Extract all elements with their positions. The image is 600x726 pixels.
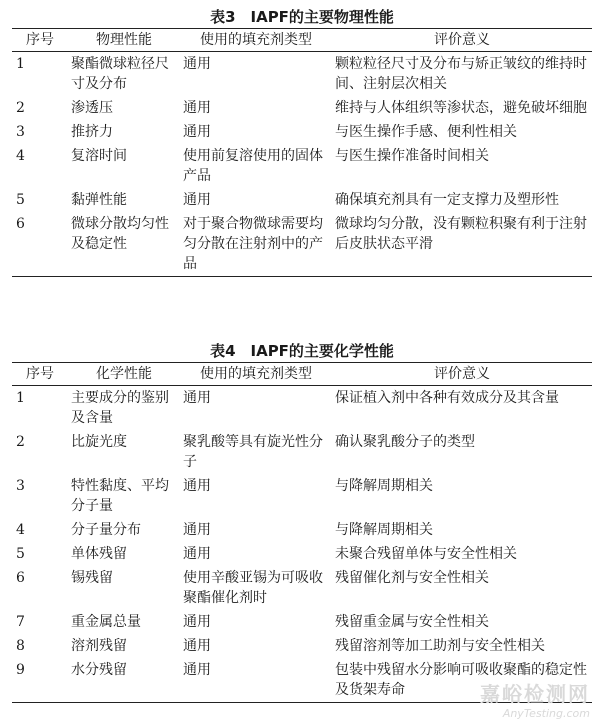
table-cell: 主要成分的鉴别及含量 xyxy=(71,390,169,426)
table-row xyxy=(12,542,592,566)
watermark-cn: 嘉峪检测网 xyxy=(480,682,590,706)
table-cell: 通用 xyxy=(183,522,211,538)
table-cell: 保证植入剂中各种有效成分及其含量 xyxy=(335,390,559,406)
table-row xyxy=(12,474,592,518)
table-row xyxy=(12,120,592,144)
table3-caption: 表3 IAPF的主要物理性能 xyxy=(210,8,394,26)
table-cell: 通用 xyxy=(183,56,211,72)
table-cell: 通用 xyxy=(183,124,211,140)
table-row xyxy=(12,518,592,542)
table-cell: 重金属总量 xyxy=(71,614,141,630)
table3-header-filler-type: 使用的填充剂类型 xyxy=(200,32,312,48)
table-cell: 与降解周期相关 xyxy=(335,522,433,538)
table-cell: 与医生操作手感、便利性相关 xyxy=(335,124,517,140)
table-cell: 1 xyxy=(16,56,25,72)
table-row xyxy=(12,212,592,277)
table3-header-significance: 评价意义 xyxy=(434,32,490,48)
table-cell: 通用 xyxy=(183,192,211,208)
table-cell: 单体残留 xyxy=(71,546,127,562)
table-row xyxy=(12,566,592,610)
table-cell: 锡残留 xyxy=(71,570,113,586)
table4-header-significance: 评价意义 xyxy=(434,366,490,382)
table-cell: 颗粒粒径尺寸及分布与矫正皱纹的维持时间、注射层次相关 xyxy=(335,56,587,92)
table-cell: 与医生操作准备时间相关 xyxy=(335,148,489,164)
table-cell: 6 xyxy=(16,216,25,232)
table-cell: 通用 xyxy=(183,390,211,406)
table-cell: 9 xyxy=(16,662,25,678)
table-cell: 聚乳酸等具有旋光性分子 xyxy=(183,434,323,470)
table-cell: 渗透压 xyxy=(71,100,113,116)
table-cell: 3 xyxy=(16,124,25,140)
table-row xyxy=(12,96,592,120)
table-cell: 使用前复溶使用的固体产品 xyxy=(183,148,323,184)
table-cell: 维持与人体组织等渗状态，避免破坏细胞 xyxy=(335,100,587,116)
table-cell: 特性黏度、平均分子量 xyxy=(71,478,169,514)
table-cell: 2 xyxy=(16,434,25,450)
table4-header-index: 序号 xyxy=(26,366,54,382)
table3-block xyxy=(12,6,592,277)
table-cell: 残留溶剂等加工助剂与安全性相关 xyxy=(335,638,545,654)
table-cell: 残留重金属与安全性相关 xyxy=(335,614,489,630)
table4-body xyxy=(12,386,592,703)
table-cell: 通用 xyxy=(183,662,211,678)
table-cell: 6 xyxy=(16,570,25,586)
table-cell: 比旋光度 xyxy=(71,434,127,450)
table-cell: 聚酯微球粒径尺寸及分布 xyxy=(71,56,169,92)
table-cell: 对于聚合物微球需要均匀分散在注射剂中的产品 xyxy=(183,216,323,272)
table3-header-property: 物理性能 xyxy=(96,32,152,48)
table-cell: 黏弹性能 xyxy=(71,192,127,208)
table-cell: 8 xyxy=(16,638,25,654)
table-cell: 7 xyxy=(16,614,25,630)
table-cell: 微球分散均匀性及稳定性 xyxy=(71,216,169,252)
table-cell: 确认聚乳酸分子的类型 xyxy=(335,434,475,450)
table-cell: 3 xyxy=(16,478,25,494)
table4-block xyxy=(12,340,592,703)
table4 xyxy=(12,362,592,703)
table-cell: 通用 xyxy=(183,614,211,630)
table-cell: 确保填充剂具有一定支撑力及塑形性 xyxy=(335,192,559,208)
table-cell: 5 xyxy=(16,192,25,208)
table-cell: 通用 xyxy=(183,546,211,562)
table-cell: 溶剂残留 xyxy=(71,638,127,654)
table-row xyxy=(12,386,592,431)
table-cell: 未聚合残留单体与安全性相关 xyxy=(335,546,517,562)
table-cell: 2 xyxy=(16,100,25,116)
table-cell: 1 xyxy=(16,390,25,406)
table4-header-property: 化学性能 xyxy=(96,366,152,382)
table-row xyxy=(12,144,592,188)
table-cell: 使用辛酸亚锡为可吸收聚酯催化剂时 xyxy=(183,570,323,606)
table-cell: 通用 xyxy=(183,478,211,494)
table3-header-row xyxy=(12,29,592,52)
table-cell: 微球均匀分散，没有颗粒积聚有利于注射后皮肤状态平滑 xyxy=(335,216,587,252)
table3-header-index: 序号 xyxy=(26,32,54,48)
table4-header-row xyxy=(12,363,592,386)
table4-caption: 表4 IAPF的主要化学性能 xyxy=(210,342,394,360)
table4-header-filler-type: 使用的填充剂类型 xyxy=(200,366,312,382)
table-cell: 复溶时间 xyxy=(71,148,127,164)
table-cell: 包装中残留水分影响可吸收聚酯的稳定性及货架寿命 xyxy=(335,662,587,698)
table-cell: 推挤力 xyxy=(71,124,113,140)
table-cell: 4 xyxy=(16,522,25,538)
table-cell: 4 xyxy=(16,148,25,164)
table-cell: 水分残留 xyxy=(71,662,127,678)
table-cell: 与降解周期相关 xyxy=(335,478,433,494)
table-cell: 通用 xyxy=(183,100,211,116)
table-row xyxy=(12,52,592,97)
table-cell: 通用 xyxy=(183,638,211,654)
watermark xyxy=(480,678,590,720)
table-cell: 分子量分布 xyxy=(71,522,141,538)
table-row xyxy=(12,188,592,212)
table-row xyxy=(12,430,592,474)
table-cell: 残留催化剂与安全性相关 xyxy=(335,570,489,586)
table-cell: 5 xyxy=(16,546,25,562)
table-row xyxy=(12,634,592,658)
watermark-en: AnyTesting.com xyxy=(502,707,590,720)
table-row xyxy=(12,610,592,634)
table3 xyxy=(12,28,592,277)
table3-body xyxy=(12,52,592,277)
